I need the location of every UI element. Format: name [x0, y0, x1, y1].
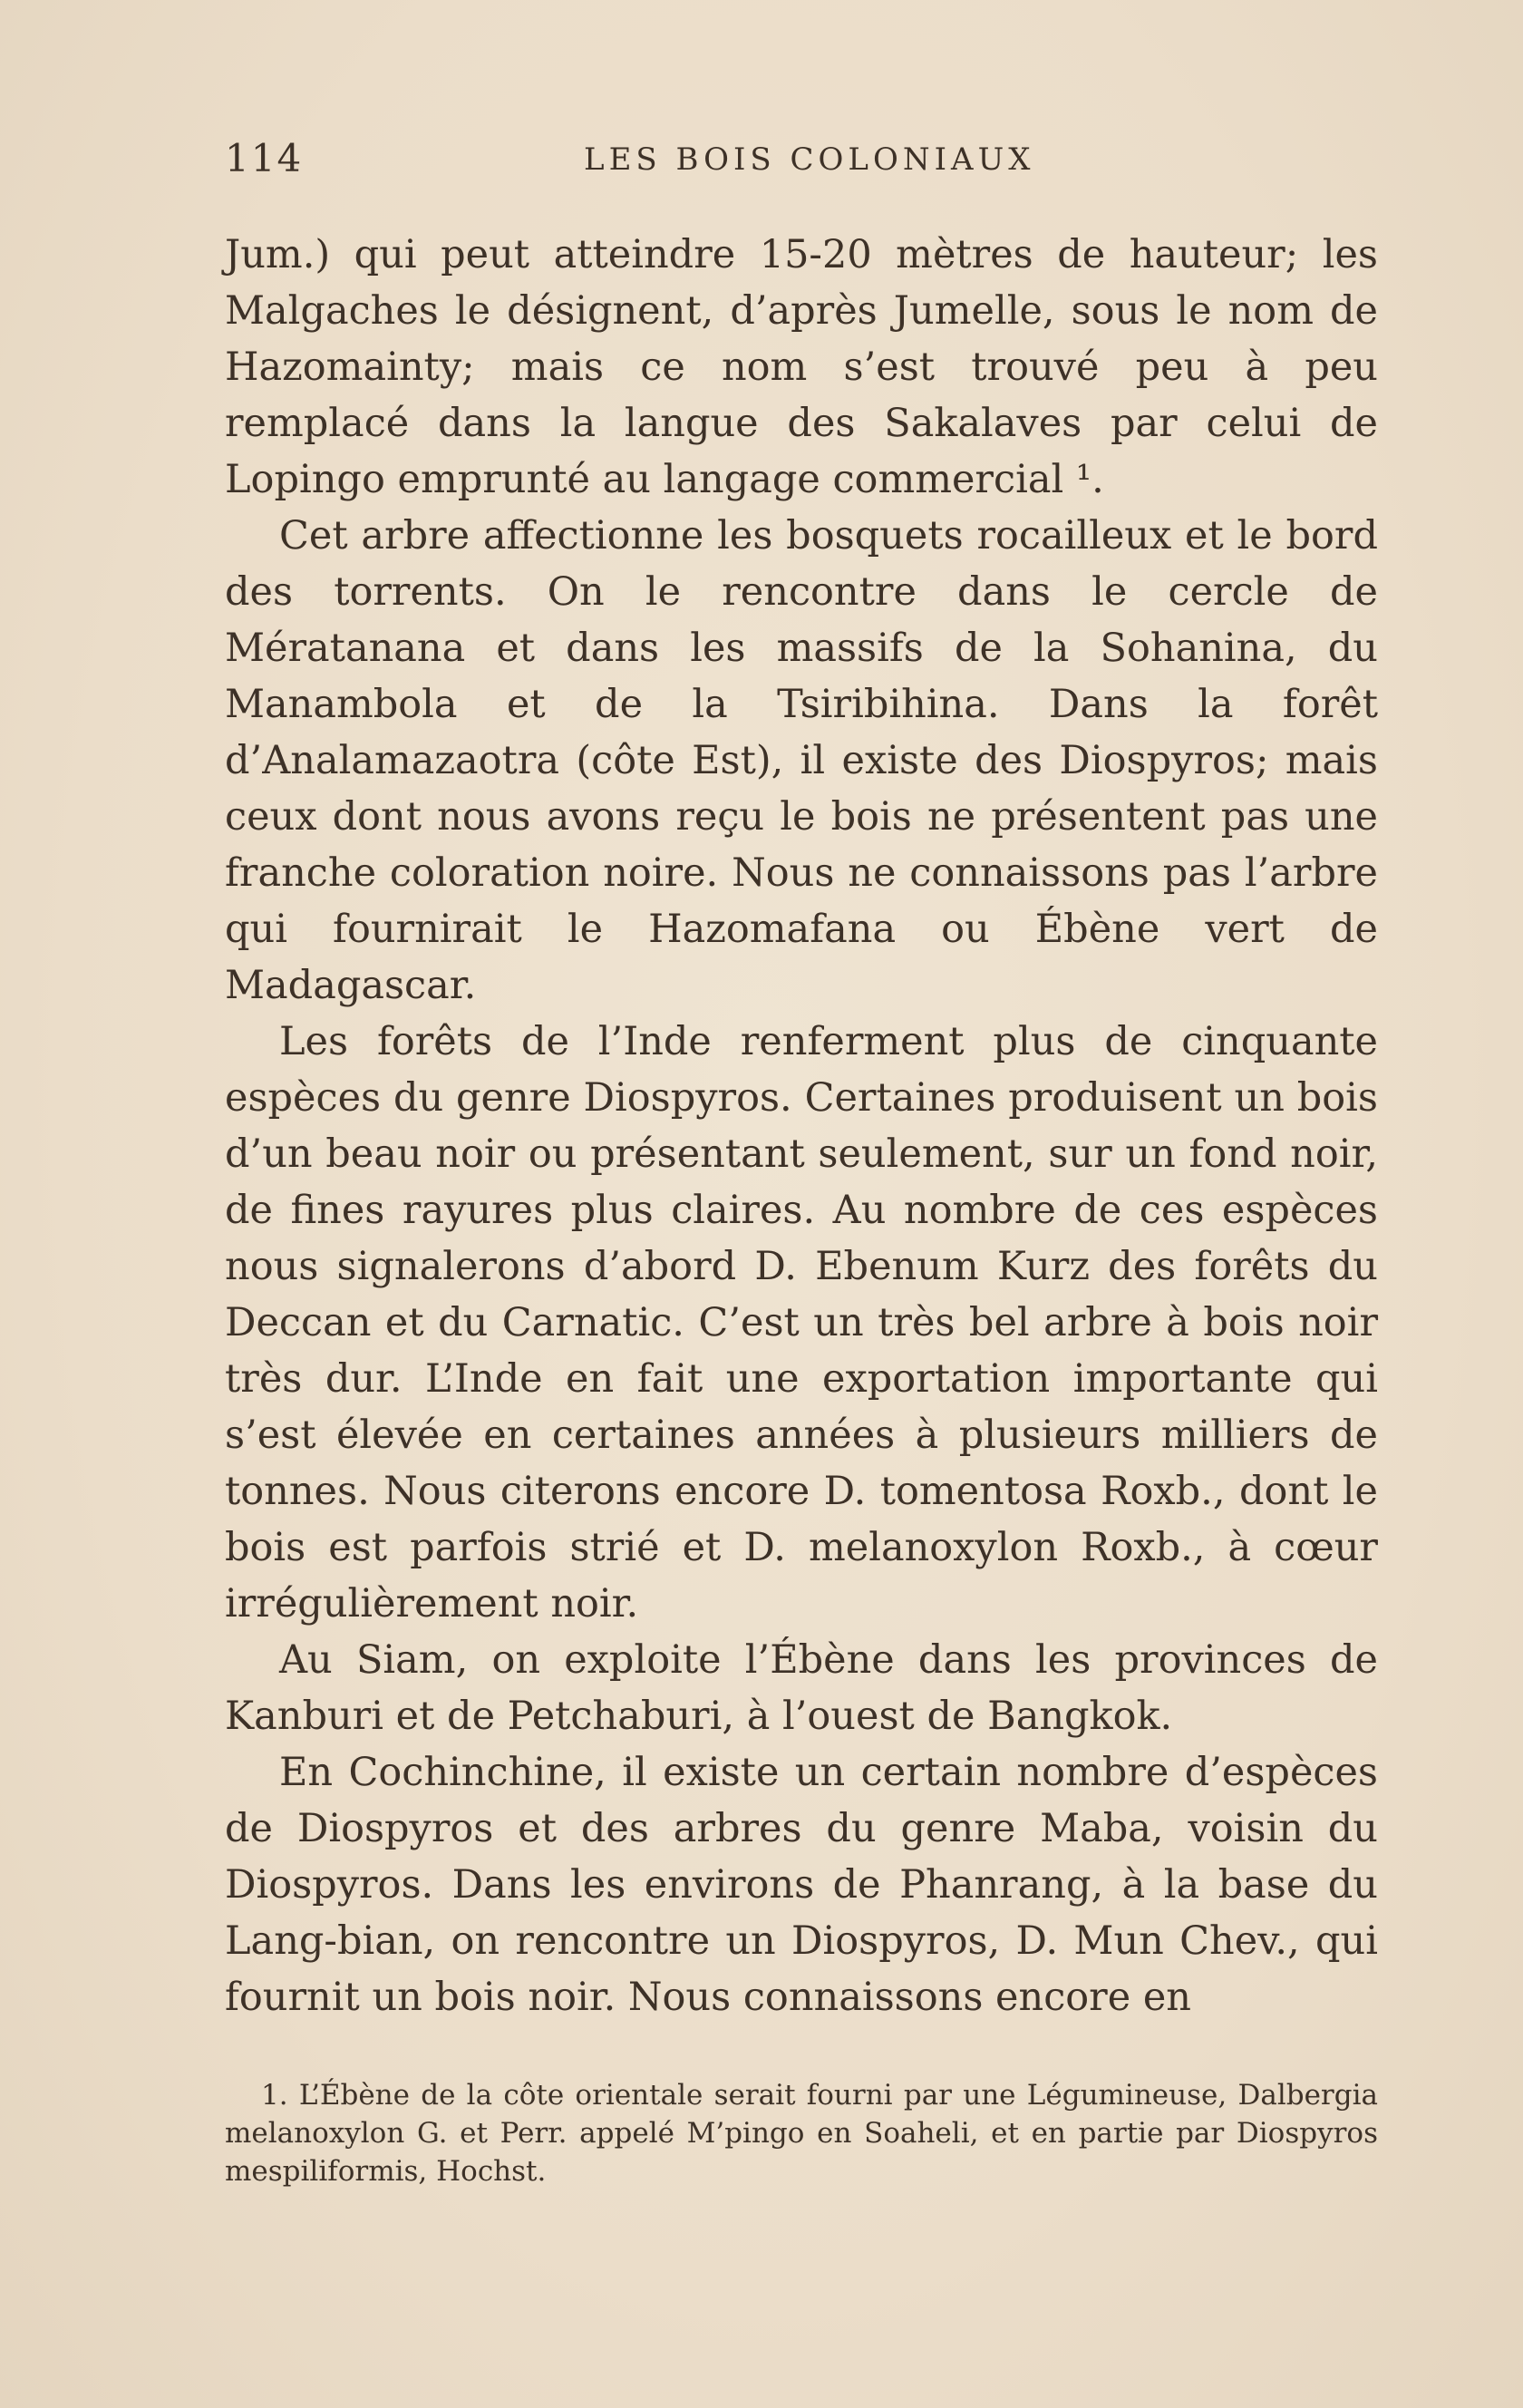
paragraph-5: En Cochinchine, il existe un certain nombre d’espèces de Diospyros et des arbres du genre Maba, voisin du Diospyros. Dans les environs de Phanrang, à la base du Lang-bian, on rencontre un Diospyros, D. Mun Chev., qui fournit un bois noir. Nous connaissons encore en — [225, 1750, 1378, 2020]
body-text — [225, 227, 1378, 2025]
page-header — [225, 136, 1378, 190]
paragraph-4: Au Siam, on exploite l’Ébène dans les provinces de Kanburi et de Petchaburi, à l’ouest de Bangkok. — [225, 1637, 1378, 1739]
paragraph-3: Les forêts de l’Inde renferment plus de cinquante espèces du genre Diospyros. Certaines produisent un bois d’un beau noir ou présentant seulement, sur un fond noir, de fines rayures plus claires. Au nombre de ces espèces nous signalerons d’abord D. Ebenum Kurz des forêts du Deccan et du Carnatic. C’est un très bel arbre à bois noir très dur. L’Inde en fait une exportation importante qui s’est élevée en certaines années à plusieurs milliers de tonnes. Nous citerons encore D. tomentosa Roxb., dont le bois est parfois strié et D. melanoxylon Roxb., à cœur irrégulièrement noir. — [225, 1019, 1378, 1626]
paragraph-1: Jum.) qui peut atteindre 15-20 mètres de hauteur; les Malgaches le désignent, d’après Jumelle, sous le nom de Hazomainty; mais ce nom s’est trouvé peu à peu remplacé dans la langue des Sakalaves par celui de Lopingo emprunté au langage commercial ¹. — [225, 232, 1378, 502]
page-number: 114 — [225, 136, 304, 180]
footnote-text: 1. L’Ébène de la côte orientale serait fourni par une Légumineuse, Dalbergia melanoxylon G. et Perr. appelé M’pingo en Soaheli, et en partie par Diospyros mespiliformis, Hochst. — [225, 2079, 1378, 2188]
running-title: LES BOIS COLONIAUX — [584, 141, 1035, 178]
paragraph-2: Cet arbre affectionne les bosquets rocailleux et le bord des torrents. On le rencontre dans le cercle de Mératanana et dans les massifs de la Sohanina, du Manambola et de la Tsiribihina. Dans la forêt d’Analamazaotra (côte Est), il existe des Diospyros; mais ceux dont nous avons reçu le bois ne présentent pas une franche coloration noire. Nous ne connaissons pas l’arbre qui fournirait le Hazomafana ou Ébène vert de Madagascar. — [225, 513, 1378, 1008]
footnote — [225, 2076, 1378, 2190]
